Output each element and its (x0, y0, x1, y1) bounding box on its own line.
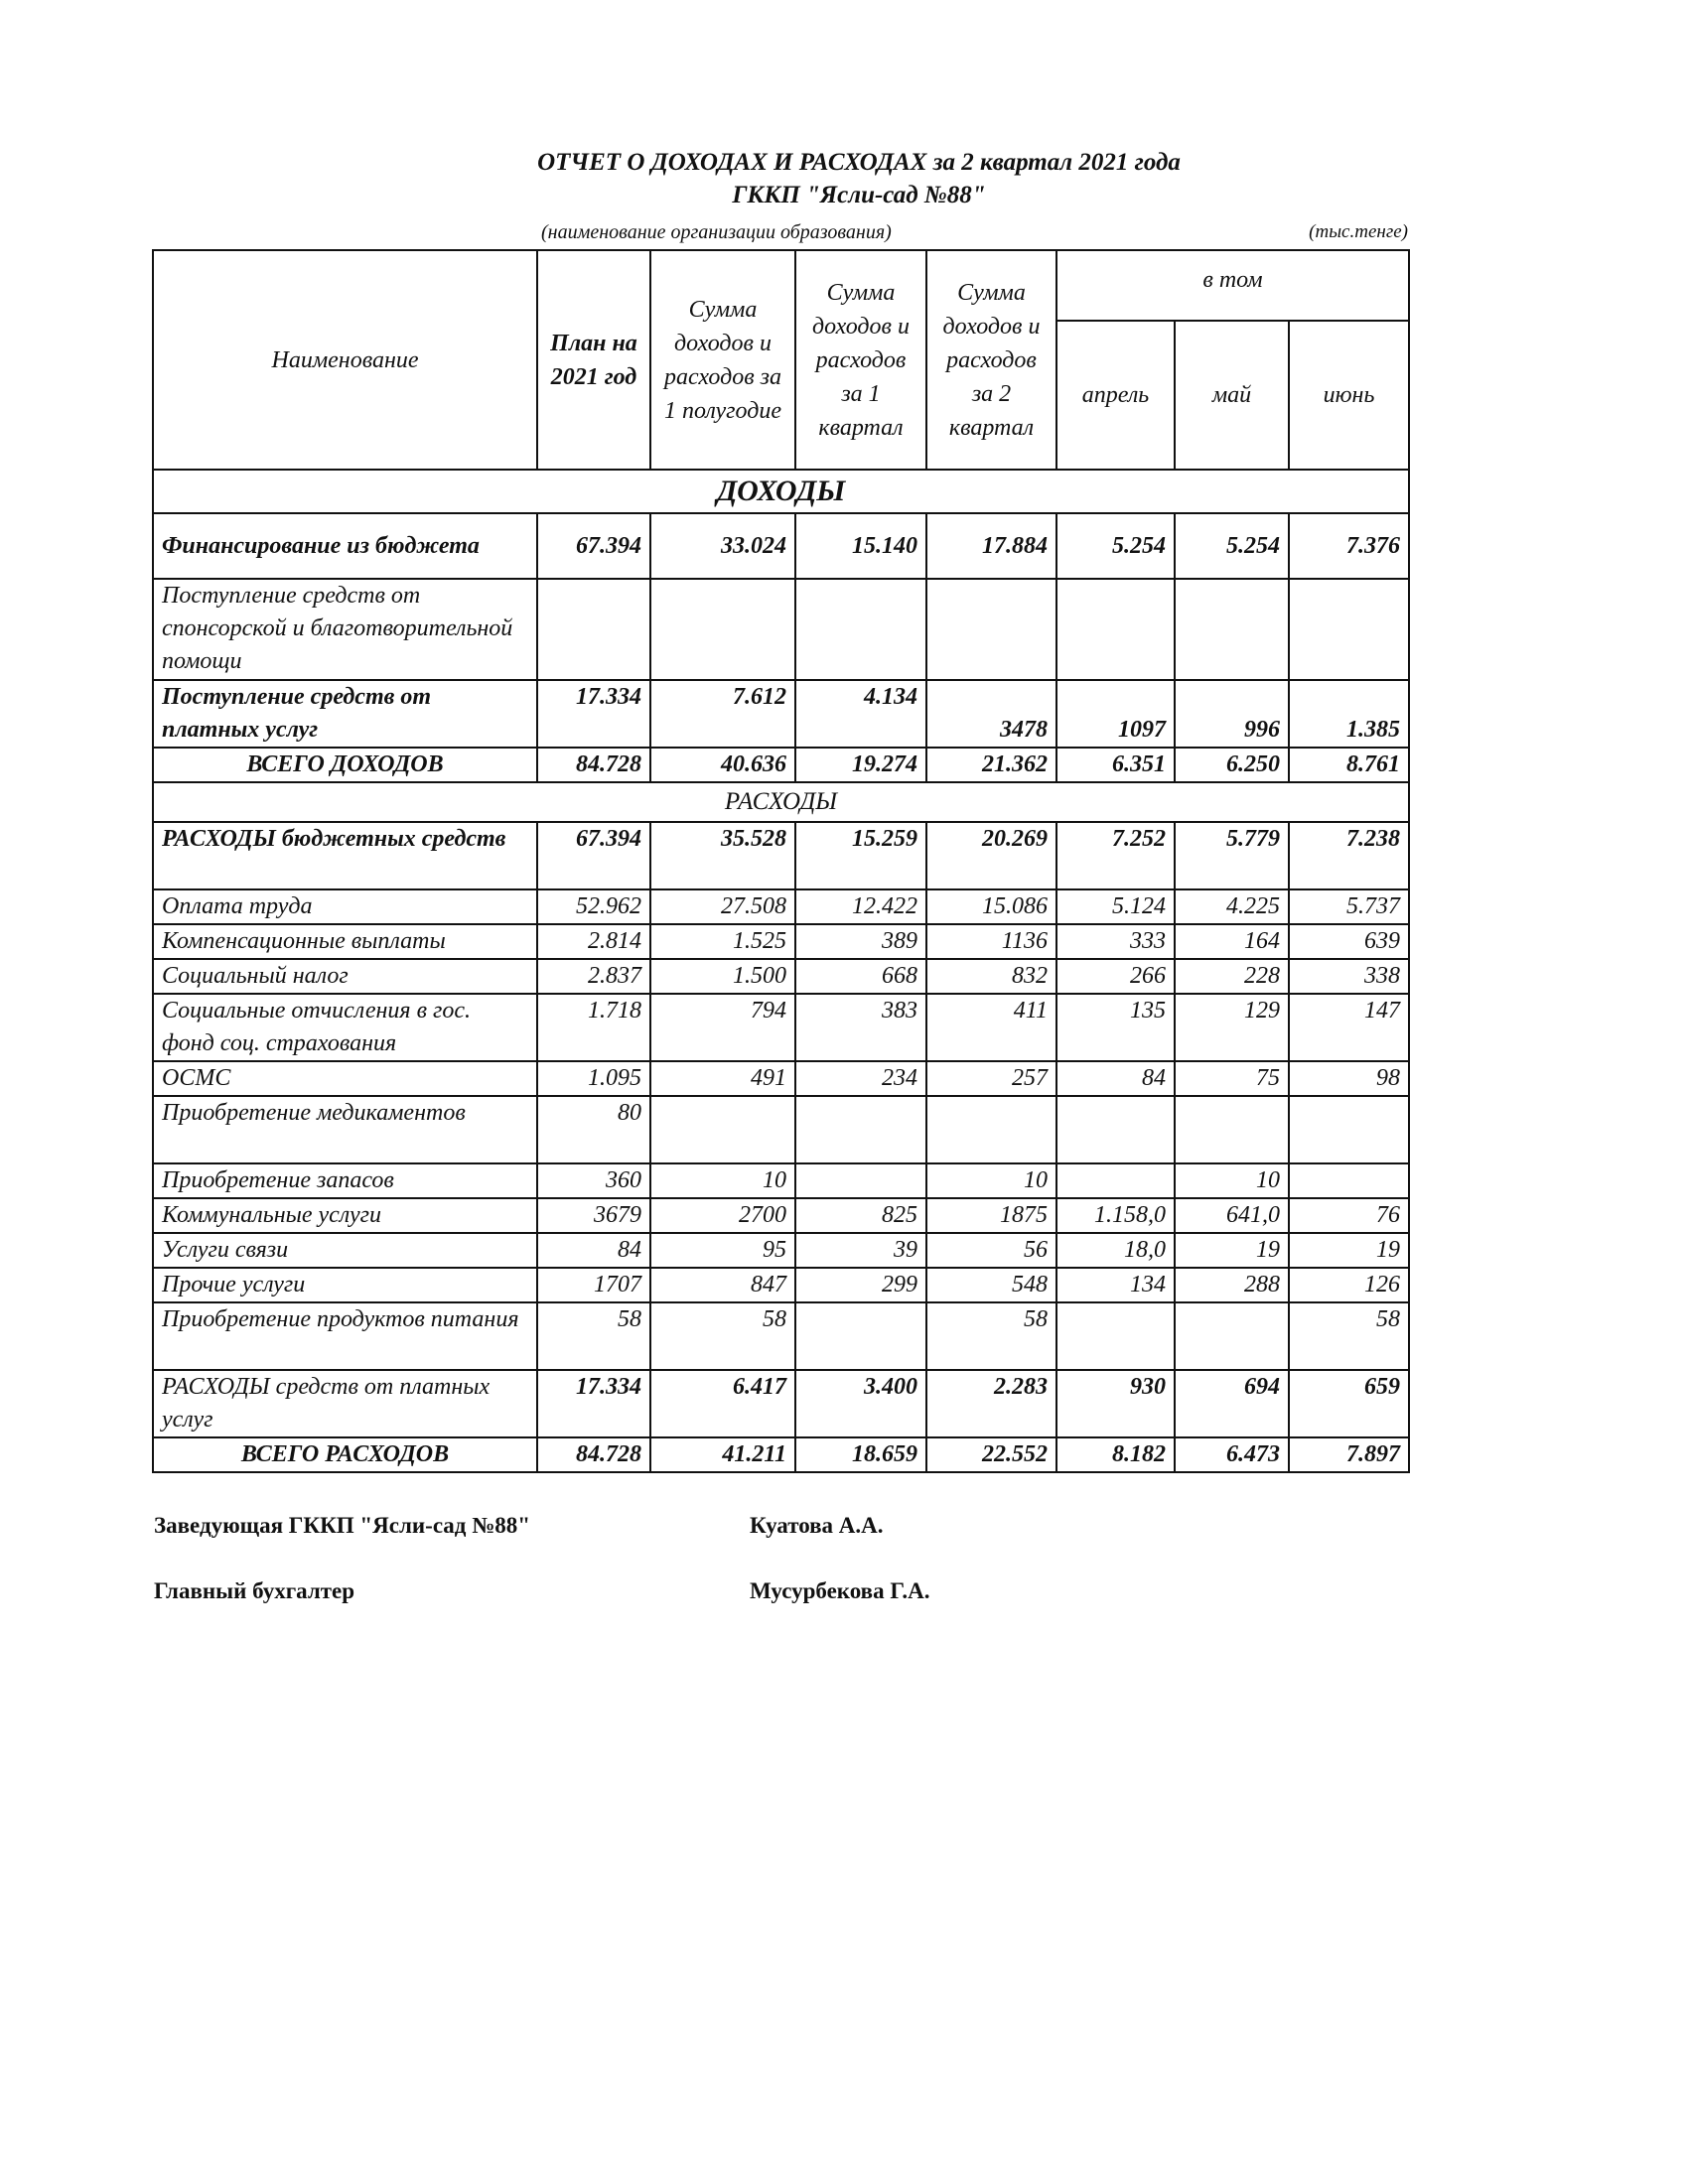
cell-may: 228 (1175, 959, 1289, 994)
cell-may: 694 (1175, 1370, 1289, 1437)
table-row (153, 994, 1409, 1061)
cell-q1: 39 (795, 1233, 926, 1268)
cell-plan: 3679 (537, 1198, 650, 1233)
cell-half: 7.612 (650, 680, 795, 748)
cell-q1: 15.140 (795, 513, 926, 579)
row-name: Компенсационные выплаты (153, 924, 537, 959)
cell-apr: 7.252 (1056, 822, 1175, 889)
director-name: Куатова А.А. (750, 1513, 884, 1538)
header-q2: Сумма доходов и расходов за 2 квартал (926, 250, 1056, 470)
cell-q1 (795, 1096, 926, 1163)
cell-may: 19 (1175, 1233, 1289, 1268)
row-name: Финансирование из бюджета (153, 513, 537, 579)
row-name: РАСХОДЫ бюджетных средств (153, 822, 537, 889)
cell-q2: 832 (926, 959, 1056, 994)
cell-may: 6.473 (1175, 1437, 1289, 1472)
cell-jun: 58 (1289, 1302, 1409, 1370)
cell-half: 1.525 (650, 924, 795, 959)
cell-q2: 10 (926, 1163, 1056, 1198)
header-june: июнь (1289, 321, 1409, 470)
cell-half: 27.508 (650, 889, 795, 924)
cell-q1: 12.422 (795, 889, 926, 924)
cell-q1: 19.274 (795, 748, 926, 782)
cell-jun: 7.897 (1289, 1437, 1409, 1472)
cell-plan: 1.718 (537, 994, 650, 1061)
expense-section-title: РАСХОДЫ (153, 782, 1409, 822)
table-row (153, 1061, 1409, 1096)
cell-half: 2700 (650, 1198, 795, 1233)
table-row (153, 1198, 1409, 1233)
cell-plan: 58 (537, 1302, 650, 1370)
report-title: ОТЧЕТ О ДОХОДАХ И РАСХОДАХ за 2 квартал 2021 года (537, 149, 1181, 176)
row-name: Приобретение продуктов питания (153, 1302, 537, 1370)
cell-jun: 5.737 (1289, 889, 1409, 924)
cell-plan: 17.334 (537, 1370, 650, 1437)
cell-q1 (795, 1163, 926, 1198)
accountant-title: Главный бухгалтер (154, 1578, 355, 1603)
cell-q1: 389 (795, 924, 926, 959)
income-section-title: ДОХОДЫ (153, 470, 1409, 513)
cell-may: 5.254 (1175, 513, 1289, 579)
cell-q1: 668 (795, 959, 926, 994)
cell-plan: 67.394 (537, 513, 650, 579)
cell-may: 10 (1175, 1163, 1289, 1198)
row-name: ВСЕГО ДОХОДОВ (153, 748, 537, 782)
row-name: Поступление средств от спонсорской и благотворительной помощи (153, 579, 537, 680)
cell-q1: 15.259 (795, 822, 926, 889)
income-total-row (153, 748, 1409, 782)
expense-budget-row (153, 822, 1409, 889)
cell-apr: 266 (1056, 959, 1175, 994)
cell-plan: 360 (537, 1163, 650, 1198)
row-name: Социальные отчисления в гос. фонд соц. страхования (153, 994, 537, 1061)
table-row (153, 924, 1409, 959)
cell-apr: 18,0 (1056, 1233, 1175, 1268)
row-name: Поступление средств от платных услуг (153, 680, 537, 748)
cell-jun: 76 (1289, 1198, 1409, 1233)
table-row (153, 1233, 1409, 1268)
cell-q2: 257 (926, 1061, 1056, 1096)
cell-q2: 3478 (926, 680, 1056, 748)
cell-plan: 80 (537, 1096, 650, 1163)
row-name: Приобретение медикаментов (153, 1096, 537, 1163)
cell-apr: 1097 (1056, 680, 1175, 748)
row-name: Оплата труда (153, 889, 537, 924)
row-name: Услуги связи (153, 1233, 537, 1268)
cell-half: 58 (650, 1302, 795, 1370)
cell-apr (1056, 579, 1175, 680)
cell-jun (1289, 1096, 1409, 1163)
cell-half: 35.528 (650, 822, 795, 889)
cell-q2: 15.086 (926, 889, 1056, 924)
cell-apr: 5.254 (1056, 513, 1175, 579)
income-section-row (153, 470, 1409, 513)
table-row (153, 680, 1409, 748)
units-label: (тыс.тенге) (1309, 221, 1408, 242)
cell-q1: 3.400 (795, 1370, 926, 1437)
cell-jun: 147 (1289, 994, 1409, 1061)
row-name: Приобретение запасов (153, 1163, 537, 1198)
table-row (153, 579, 1409, 680)
header-april: апрель (1056, 321, 1175, 470)
cell-may: 5.779 (1175, 822, 1289, 889)
cell-plan: 1.095 (537, 1061, 650, 1096)
cell-jun: 639 (1289, 924, 1409, 959)
cell-q2: 22.552 (926, 1437, 1056, 1472)
cell-plan: 67.394 (537, 822, 650, 889)
cell-plan: 2.837 (537, 959, 650, 994)
cell-plan: 52.962 (537, 889, 650, 924)
row-name: Прочие услуги (153, 1268, 537, 1302)
cell-apr (1056, 1163, 1175, 1198)
cell-jun: 19 (1289, 1233, 1409, 1268)
cell-plan: 84.728 (537, 1437, 650, 1472)
cell-q2: 21.362 (926, 748, 1056, 782)
row-name: Коммунальные услуги (153, 1198, 537, 1233)
cell-half: 41.211 (650, 1437, 795, 1472)
cell-may (1175, 579, 1289, 680)
header-name: Наименование (153, 250, 537, 470)
cell-apr: 135 (1056, 994, 1175, 1061)
cell-half: 10 (650, 1163, 795, 1198)
cell-jun (1289, 1163, 1409, 1198)
cell-jun: 338 (1289, 959, 1409, 994)
cell-q2: 411 (926, 994, 1056, 1061)
table-row (153, 513, 1409, 579)
cell-plan: 84 (537, 1233, 650, 1268)
cell-q2: 548 (926, 1268, 1056, 1302)
expense-paid-row (153, 1370, 1409, 1437)
cell-apr (1056, 1096, 1175, 1163)
cell-q2: 2.283 (926, 1370, 1056, 1437)
cell-jun: 659 (1289, 1370, 1409, 1437)
expense-total-row (153, 1437, 1409, 1472)
cell-q1: 4.134 (795, 680, 926, 748)
cell-apr (1056, 1302, 1175, 1370)
cell-jun: 126 (1289, 1268, 1409, 1302)
cell-apr: 1.158,0 (1056, 1198, 1175, 1233)
cell-q2: 17.884 (926, 513, 1056, 579)
cell-may: 996 (1175, 680, 1289, 748)
cell-plan: 17.334 (537, 680, 650, 748)
cell-half: 847 (650, 1268, 795, 1302)
cell-q2 (926, 1096, 1056, 1163)
cell-jun: 98 (1289, 1061, 1409, 1096)
table-row (153, 1163, 1409, 1198)
cell-may: 164 (1175, 924, 1289, 959)
header-plan: План на 2021 год (537, 250, 650, 470)
row-name: ОСМС (153, 1061, 537, 1096)
header-q1: Сумма доходов и расходов за 1 квартал (795, 250, 926, 470)
cell-may: 641,0 (1175, 1198, 1289, 1233)
organization-caption: (наименование организации образования) (541, 221, 892, 243)
header-row (153, 250, 1409, 321)
cell-jun: 8.761 (1289, 748, 1409, 782)
cell-q2 (926, 579, 1056, 680)
cell-jun: 1.385 (1289, 680, 1409, 748)
organization-name: ГККП "Ясли-сад №88" (732, 182, 986, 208)
cell-half: 794 (650, 994, 795, 1061)
cell-q1 (795, 579, 926, 680)
table-row (153, 1096, 1409, 1163)
cell-may (1175, 1302, 1289, 1370)
cell-half: 6.417 (650, 1370, 795, 1437)
header-may: май (1175, 321, 1289, 470)
cell-apr: 5.124 (1056, 889, 1175, 924)
cell-q1: 18.659 (795, 1437, 926, 1472)
cell-half: 1.500 (650, 959, 795, 994)
director-title: Заведующая ГККП "Ясли-сад №88" (154, 1513, 531, 1538)
cell-half: 95 (650, 1233, 795, 1268)
cell-q2: 56 (926, 1233, 1056, 1268)
table-row (153, 959, 1409, 994)
table-row (153, 1302, 1409, 1370)
cell-jun: 7.376 (1289, 513, 1409, 579)
table-row (153, 889, 1409, 924)
cell-half (650, 579, 795, 680)
cell-half (650, 1096, 795, 1163)
cell-may: 129 (1175, 994, 1289, 1061)
cell-q2: 20.269 (926, 822, 1056, 889)
cell-q2: 58 (926, 1302, 1056, 1370)
cell-may: 6.250 (1175, 748, 1289, 782)
cell-apr: 8.182 (1056, 1437, 1175, 1472)
cell-q1 (795, 1302, 926, 1370)
row-name: ВСЕГО РАСХОДОВ (153, 1437, 537, 1472)
cell-apr: 333 (1056, 924, 1175, 959)
cell-q1: 299 (795, 1268, 926, 1302)
cell-q1: 383 (795, 994, 926, 1061)
report-table (152, 249, 1410, 1473)
cell-q1: 825 (795, 1198, 926, 1233)
cell-may: 75 (1175, 1061, 1289, 1096)
cell-plan: 84.728 (537, 748, 650, 782)
cell-half: 33.024 (650, 513, 795, 579)
header-half-year: Сумма доходов и расходов за 1 полугодие (650, 250, 795, 470)
cell-q2: 1875 (926, 1198, 1056, 1233)
cell-jun: 7.238 (1289, 822, 1409, 889)
cell-may: 4.225 (1175, 889, 1289, 924)
cell-apr: 930 (1056, 1370, 1175, 1437)
cell-apr: 134 (1056, 1268, 1175, 1302)
cell-may (1175, 1096, 1289, 1163)
row-name: РАСХОДЫ средств от платных услуг (153, 1370, 537, 1437)
cell-apr: 6.351 (1056, 748, 1175, 782)
accountant-name: Мусурбекова Г.А. (750, 1578, 930, 1603)
cell-plan: 2.814 (537, 924, 650, 959)
row-name: Социальный налог (153, 959, 537, 994)
cell-jun (1289, 579, 1409, 680)
cell-may: 288 (1175, 1268, 1289, 1302)
cell-half: 491 (650, 1061, 795, 1096)
table-row (153, 1268, 1409, 1302)
cell-q1: 234 (795, 1061, 926, 1096)
cell-q2: 1136 (926, 924, 1056, 959)
cell-plan: 1707 (537, 1268, 650, 1302)
cell-half: 40.636 (650, 748, 795, 782)
cell-plan (537, 579, 650, 680)
cell-apr: 84 (1056, 1061, 1175, 1096)
expense-section-row (153, 782, 1409, 822)
header-including: в том (1056, 250, 1409, 321)
